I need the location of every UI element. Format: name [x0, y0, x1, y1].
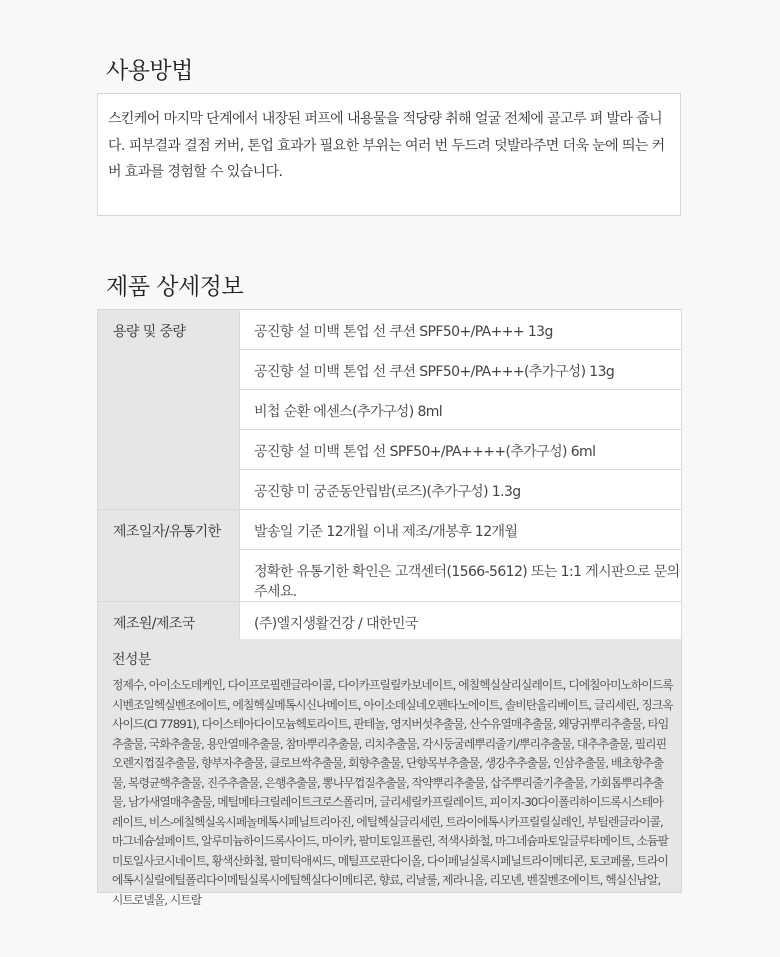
maker-label: 제조원/제조국 — [98, 602, 240, 645]
ingredients-box — [97, 639, 682, 907]
table-row — [98, 310, 682, 350]
expiry-item: 발송일 기준 12개월 이내 제조/개봉후 12개월 — [240, 510, 682, 550]
expiry-item: 정확한 유통기한 확인은 고객센터(1566-5612) 또는 1:1 게시판으로 문의주세요. — [240, 550, 682, 602]
capacity-item: 비첩 순환 에센스(추가구성) 8ml — [240, 390, 682, 430]
capacity-item: 공진향 설 미백 톤업 선 쿠션 SPF50+/PA+++(추가구성) 13g — [240, 350, 682, 390]
capacity-label: 용량 및 중량 — [98, 310, 240, 510]
product-detail-table — [97, 309, 682, 645]
ingredients-title: 전성분 — [112, 652, 151, 668]
capacity-item: 공진향 설 미백 톤업 선 SPF50+/PA++++(추가구성) 6ml — [240, 430, 682, 470]
ingredients-text: 정제수, 아이소도데케인, 다이프로필렌글라이콜, 다이카프릴릴카보네이트, 에칠헥실살리실레이트, 디에칠아미노하이드록시벤조일헥실벤조에이트, 에칠헥실메톡시신나메이트, 아이소데실네오펜타노에이트, 솔비탄올리베이트, 글리세린, 징크옥사이드(CI 77891), 다이스테아다이모늄헥토라이트, 판테놀, 영지버섯추출물, 산수유열매추출물, 왜당귀뿌리추출물, 타임추출물, 국화추출물, 용안열매추출물, 참마뿌리추출물, 리치추출물, 각시둥굴레뿌리줄기/뿌리추출물, 대추추출물, 필리핀오렌지껍질추출물, 향부자추출물, 클로브싹추출물, 회향추출물, 단향목부추출물, 생강추추출물, 인삼추출물, 배초향추출물, 복령균핵추출물, 진주추출물, 은행추출물, 뽕나무껍질추출물, 작약뿌리추출물, 삽주뿌리줄기추출물, 가회톱뿌리추출물, 남가새열매추출물, 메틸메타크릴레이트크로스폴리머, 글리세릴카프릴레이트, 피이지-30다이폴리하이드록시스테아레이트, 비스-에칠헥실옥시페놀메톡시페닐트리아진, 에틸헥실글리세린, 트라이에톡시카프릴릴실레인, 부틸렌글라이콜, 마그네슘설페이트, 알루미늄하이드록사이드, 마이카, 팔미토일프롤린, 적색사화철, 마그네슘파토일글루타메이트, 소듐팔미토일사코시네이트, 황색산화철, 팔미틱애씨드, 메틸프로판다이올, 다이페닐실록시페닐트라이메티콘, 토코페롤, 트라이에톡시실릴에틸폴리다이메틸실록시에틸헥실다이메티콘, 향료, 리날룰, 제라니올, 리모넨, 벤질벤조에이트, 헥실신남알, 시트로넬올, 시트랄 — [112, 678, 673, 907]
usage-description-box — [97, 93, 681, 216]
usage-description-text: 스킨케어 마지막 단계에서 내장된 퍼프에 내용물을 적당량 취해 얼굴 전체에 골고루 펴 발라 줍니다. 피부결과 결점 커버, 톤업 효과가 필요한 부위는 여러 번 두드려 덧발라주면 더욱 눈에 띄는 커버 효과를 경험할 수 있습니다. — [108, 111, 665, 180]
table-row — [98, 510, 682, 550]
capacity-item: 공진향 미 궁준동안립밤(로즈)(추가구성) 1.3g — [240, 470, 682, 510]
detail-section-title: 제품 상세정보 — [106, 274, 244, 300]
usage-section-title: 사용방법 — [106, 58, 193, 84]
maker-value: (주)엘지생활건강 / 대한민국 — [240, 602, 682, 645]
capacity-item: 공진향 설 미백 톤업 선 쿠션 SPF50+/PA+++ 13g — [240, 310, 682, 350]
expiry-label: 제조일자/유통기한 — [98, 510, 240, 602]
